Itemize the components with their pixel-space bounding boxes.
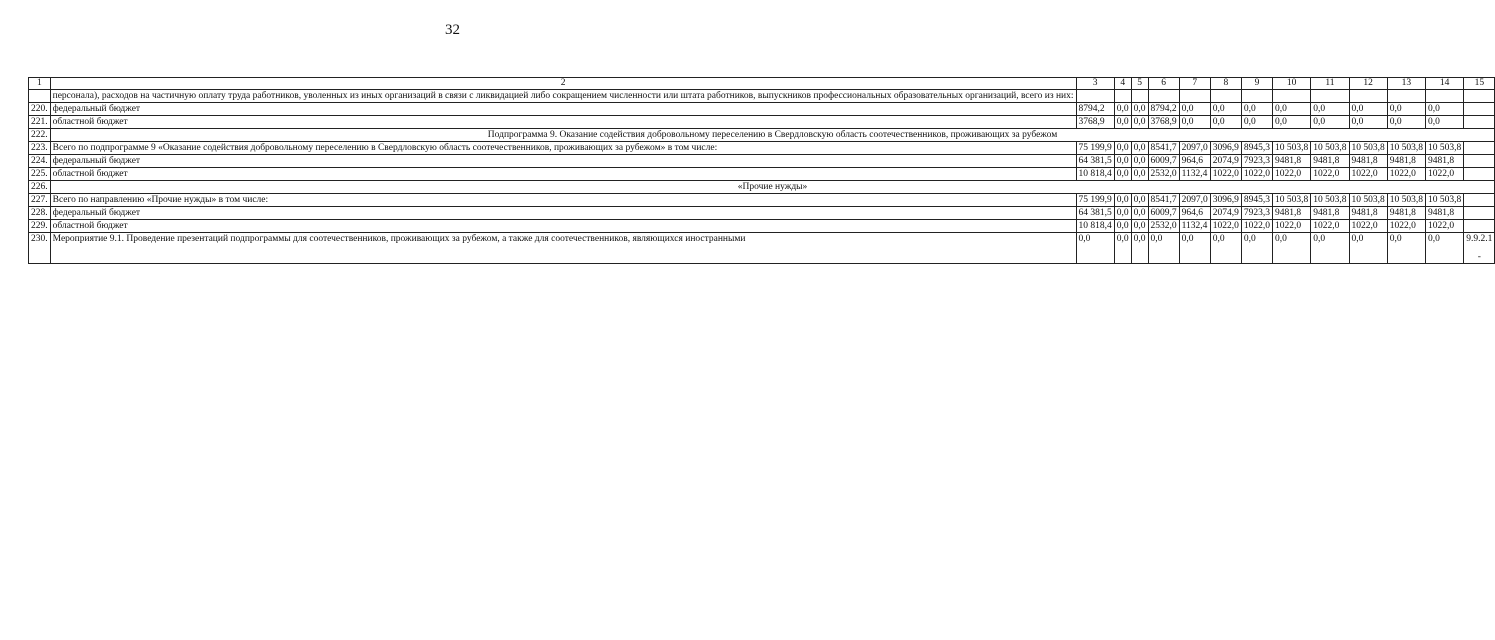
value-cell: 0,0 [1426, 233, 1464, 264]
column-header: 9 [1241, 78, 1272, 90]
value-cell: 0,0 [1114, 168, 1131, 181]
value-cell: 2074,9 [1210, 207, 1241, 220]
value-cell: 0,0 [1131, 103, 1148, 116]
value-cell: 0,0 [1426, 103, 1464, 116]
value-cell: 1022,0 [1273, 168, 1311, 181]
value-cell: 10 503,8 [1273, 142, 1311, 155]
value-cell: 0,0 [1311, 116, 1349, 129]
section-title: Подпрограмма 9. Оказание содействия добровольному переселению в Свердловскую область соотечественников, проживающих за рубежом [50, 129, 1495, 142]
value-cell [1241, 90, 1272, 103]
value-cell: 0,0 [1349, 103, 1387, 116]
row-name: персонала), расходов на частичную оплату труда работников, уволенных из иных организаций в связи с ликвидацией либо сокращением численности или штата работников, выпускников профессиональных образовательных организаций, всего из них: [50, 90, 1076, 103]
table-row [29, 103, 1495, 116]
row-name: Всего по направлению «Прочие нужды» в том числе: [50, 194, 1076, 207]
row-name: федеральный бюджет [50, 103, 1076, 116]
value-cell: 1022,0 [1349, 220, 1387, 233]
value-cell: 1022,0 [1311, 168, 1349, 181]
value-cell: 9481,8 [1387, 207, 1425, 220]
value-cell: 0,0 [1387, 103, 1425, 116]
table-body [29, 78, 1495, 264]
row-number [29, 90, 51, 103]
table-row [29, 233, 1495, 264]
value-cell: 1132,4 [1179, 220, 1210, 233]
value-cell: 0,0 [1131, 142, 1148, 155]
value-cell: 10 503,8 [1273, 194, 1311, 207]
value-cell: 0,0 [1131, 220, 1148, 233]
row-number: 220. [29, 103, 51, 116]
column-header: 5 [1131, 78, 1148, 90]
column-header: 7 [1179, 78, 1210, 90]
table-row [29, 116, 1495, 129]
table-row [29, 220, 1495, 233]
value-cell: 0,0 [1241, 103, 1272, 116]
value-cell: 1022,0 [1273, 220, 1311, 233]
value-cell: 7923,3 [1241, 155, 1272, 168]
value-cell: 0,0 [1131, 233, 1148, 264]
value-cell: 1022,0 [1387, 220, 1425, 233]
section-title: «Прочие нужды» [50, 181, 1495, 194]
target-code [1464, 142, 1495, 155]
header-row [29, 78, 1495, 90]
value-cell: 9481,8 [1311, 155, 1349, 168]
target-code [1464, 168, 1495, 181]
column-header: 15 [1464, 78, 1495, 90]
page-number: 32 [445, 22, 460, 38]
table-row [29, 194, 1495, 207]
value-cell: 3096,9 [1210, 194, 1241, 207]
value-cell: 0,0 [1349, 116, 1387, 129]
value-cell: 0,0 [1114, 233, 1131, 264]
column-header: 10 [1273, 78, 1311, 90]
value-cell: 75 199,9 [1076, 194, 1114, 207]
value-cell: 2097,0 [1179, 142, 1210, 155]
value-cell: 0,0 [1179, 103, 1210, 116]
value-cell: 8945,3 [1241, 142, 1272, 155]
value-cell: 1022,0 [1241, 220, 1272, 233]
row-number: 227. [29, 194, 51, 207]
scan-mark: - [1477, 252, 1481, 262]
value-cell: 10 503,8 [1426, 194, 1464, 207]
value-cell: 0,0 [1114, 194, 1131, 207]
value-cell: 0,0 [1241, 116, 1272, 129]
row-number: 226. [29, 181, 51, 194]
value-cell: 10 818,4 [1076, 220, 1114, 233]
table-row [29, 155, 1495, 168]
table-row [29, 90, 1495, 103]
value-cell: 3096,9 [1210, 142, 1241, 155]
value-cell: 1022,0 [1426, 168, 1464, 181]
value-cell: 0,0 [1131, 207, 1148, 220]
row-name: областной бюджет [50, 116, 1076, 129]
value-cell: 9481,8 [1273, 155, 1311, 168]
value-cell: 964,6 [1179, 155, 1210, 168]
row-number: 222. [29, 129, 51, 142]
budget-table [28, 77, 1495, 264]
value-cell: 0,0 [1114, 220, 1131, 233]
value-cell: 1022,0 [1241, 168, 1272, 181]
value-cell: 0,0 [1148, 233, 1179, 264]
value-cell: 0,0 [1426, 116, 1464, 129]
column-header: 8 [1210, 78, 1241, 90]
value-cell: 964,6 [1179, 207, 1210, 220]
value-cell: 3768,9 [1076, 116, 1114, 129]
value-cell: 0,0 [1273, 233, 1311, 264]
value-cell: 9481,8 [1349, 207, 1387, 220]
row-name: федеральный бюджет [50, 207, 1076, 220]
value-cell: 2097,0 [1179, 194, 1210, 207]
row-number: 223. [29, 142, 51, 155]
value-cell: 8794,2 [1076, 103, 1114, 116]
value-cell: 6009,7 [1148, 207, 1179, 220]
value-cell: 1022,0 [1210, 168, 1241, 181]
value-cell: 0,0 [1114, 155, 1131, 168]
value-cell: 75 199,9 [1076, 142, 1114, 155]
value-cell: 9481,8 [1311, 207, 1349, 220]
value-cell: 2532,0 [1148, 168, 1179, 181]
value-cell: 9481,8 [1426, 207, 1464, 220]
row-number: 229. [29, 220, 51, 233]
row-number: 225. [29, 168, 51, 181]
value-cell: 0,0 [1114, 103, 1131, 116]
value-cell: 0,0 [1210, 116, 1241, 129]
column-header: 6 [1148, 78, 1179, 90]
value-cell: 10 818,4 [1076, 168, 1114, 181]
value-cell: 8541,7 [1148, 194, 1179, 207]
value-cell: 0,0 [1273, 116, 1311, 129]
value-cell: 0,0 [1179, 233, 1210, 264]
value-cell: 0,0 [1273, 103, 1311, 116]
value-cell: 10 503,8 [1349, 194, 1387, 207]
value-cell: 10 503,8 [1387, 194, 1425, 207]
section-row [29, 181, 1495, 194]
row-name: Мероприятие 9.1. Проведение презентаций подпрограммы для соотечественников, проживающих за рубежом, а также для соотечественников, являющихся иностранными [50, 233, 1076, 264]
column-header: 3 [1076, 78, 1114, 90]
column-header: 1 [29, 78, 51, 90]
value-cell: 8794,2 [1148, 103, 1179, 116]
row-number: 228. [29, 207, 51, 220]
value-cell: 0,0 [1241, 233, 1272, 264]
value-cell: 0,0 [1131, 155, 1148, 168]
value-cell: 9481,8 [1349, 155, 1387, 168]
row-name: Всего по подпрограмме 9 «Оказание содействия добровольному переселению в Свердловскую область соотечественников, проживающих за рубежом» в том числе: [50, 142, 1076, 155]
column-header: 12 [1349, 78, 1387, 90]
value-cell: 1022,0 [1311, 220, 1349, 233]
value-cell [1349, 90, 1387, 103]
value-cell: 0,0 [1210, 103, 1241, 116]
value-cell: 0,0 [1179, 116, 1210, 129]
value-cell: 7923,3 [1241, 207, 1272, 220]
value-cell: 0,0 [1387, 233, 1425, 264]
row-number: 224. [29, 155, 51, 168]
column-header: 11 [1311, 78, 1349, 90]
value-cell: 1132,4 [1179, 168, 1210, 181]
value-cell: 1022,0 [1426, 220, 1464, 233]
value-cell: 10 503,8 [1387, 142, 1425, 155]
value-cell [1131, 90, 1148, 103]
value-cell: 0,0 [1131, 194, 1148, 207]
value-cell [1114, 90, 1131, 103]
row-name: областной бюджет [50, 168, 1076, 181]
value-cell: 2074,9 [1210, 155, 1241, 168]
value-cell: 6009,7 [1148, 155, 1179, 168]
target-code [1464, 90, 1495, 103]
value-cell: 10 503,8 [1426, 142, 1464, 155]
value-cell [1210, 90, 1241, 103]
table-row [29, 168, 1495, 181]
table-row [29, 142, 1495, 155]
value-cell: 0,0 [1131, 168, 1148, 181]
value-cell: 10 503,8 [1311, 142, 1349, 155]
value-cell: 0,0 [1311, 103, 1349, 116]
target-code [1464, 194, 1495, 207]
target-code [1464, 155, 1495, 168]
column-header: 13 [1387, 78, 1425, 90]
column-header: 2 [50, 78, 1076, 90]
value-cell [1311, 90, 1349, 103]
value-cell: 1022,0 [1210, 220, 1241, 233]
value-cell [1387, 90, 1425, 103]
value-cell: 0,0 [1349, 233, 1387, 264]
value-cell: 64 381,5 [1076, 207, 1114, 220]
value-cell: 9481,8 [1426, 155, 1464, 168]
value-cell: 0,0 [1210, 233, 1241, 264]
value-cell [1148, 90, 1179, 103]
value-cell: 0,0 [1131, 116, 1148, 129]
value-cell: 0,0 [1076, 233, 1114, 264]
value-cell: 1022,0 [1349, 168, 1387, 181]
row-number: 221. [29, 116, 51, 129]
value-cell [1179, 90, 1210, 103]
target-code [1464, 116, 1495, 129]
target-code-text: 9.9.2.1 [1466, 234, 1493, 244]
target-code [1464, 103, 1495, 116]
value-cell: 0,0 [1114, 207, 1131, 220]
value-cell [1076, 90, 1114, 103]
target-code [1464, 233, 1495, 264]
value-cell: 9481,8 [1387, 155, 1425, 168]
section-row [29, 129, 1495, 142]
value-cell: 9481,8 [1273, 207, 1311, 220]
target-code [1464, 207, 1495, 220]
value-cell: 64 381,5 [1076, 155, 1114, 168]
table-row [29, 207, 1495, 220]
column-header: 4 [1114, 78, 1131, 90]
value-cell: 8945,3 [1241, 194, 1272, 207]
row-name: областной бюджет [50, 220, 1076, 233]
value-cell: 2532,0 [1148, 220, 1179, 233]
value-cell [1273, 90, 1311, 103]
value-cell: 0,0 [1311, 233, 1349, 264]
value-cell [1426, 90, 1464, 103]
value-cell: 3768,9 [1148, 116, 1179, 129]
value-cell: 0,0 [1387, 116, 1425, 129]
value-cell: 1022,0 [1387, 168, 1425, 181]
value-cell: 0,0 [1114, 142, 1131, 155]
row-number: 230. [29, 233, 51, 264]
target-code [1464, 220, 1495, 233]
value-cell: 10 503,8 [1311, 194, 1349, 207]
column-header: 14 [1426, 78, 1464, 90]
value-cell: 0,0 [1114, 116, 1131, 129]
value-cell: 8541,7 [1148, 142, 1179, 155]
value-cell: 10 503,8 [1349, 142, 1387, 155]
row-name: федеральный бюджет [50, 155, 1076, 168]
